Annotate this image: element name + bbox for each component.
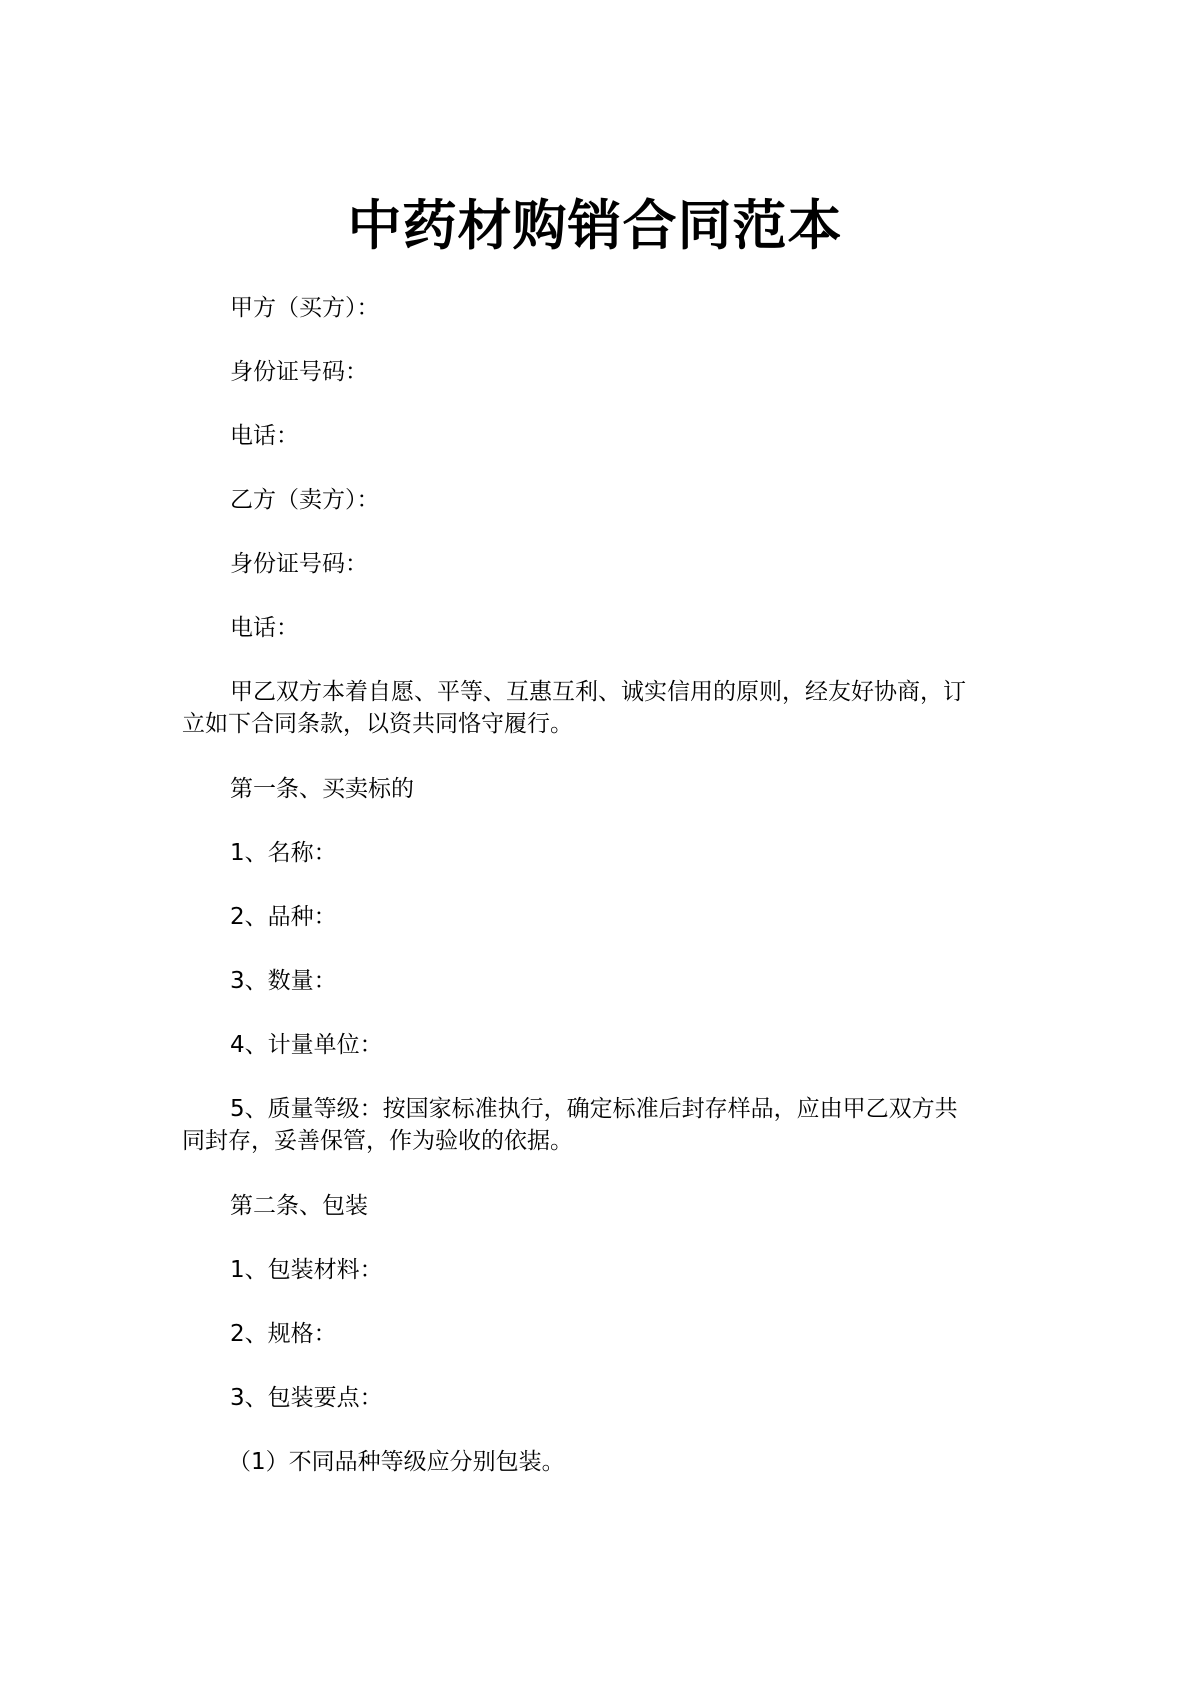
- article-1-item-quality: [182, 1093, 1022, 1157]
- article-1-item-unit: 4、计量单位：: [230, 1032, 383, 1058]
- article-1-heading: 第一条、买卖标的: [230, 776, 414, 802]
- article-1-item-variety: 2、品种：: [230, 904, 337, 930]
- intro-line-2: 立如下合同条款，以资共同恪守履行。: [182, 711, 573, 737]
- quality-line-1: 5、质量等级：按国家标准执行，确定标准后封存样品，应由甲乙双方共: [230, 1096, 958, 1122]
- party-b-phone-label: 电话：: [230, 615, 299, 641]
- article-2-item-spec: 2、规格：: [230, 1321, 337, 1347]
- party-a-phone-label: 电话：: [230, 423, 299, 449]
- intro-line-1: 甲乙双方本着自愿、平等、互惠互利、诚实信用的原则，经友好协商，订: [230, 679, 966, 705]
- intro-paragraph: [182, 676, 1022, 740]
- party-a-label: 甲方（买方）：: [230, 295, 380, 321]
- article-2-item-points: 3、包装要点：: [230, 1385, 383, 1411]
- document-title: 中药材购销合同范本: [347, 194, 843, 257]
- article-1-item-quantity: 3、数量：: [230, 968, 337, 994]
- article-2-heading: 第二条、包装: [230, 1193, 368, 1219]
- article-1-item-name: 1、名称：: [230, 840, 337, 866]
- quality-line-2: 同封存，妥善保管，作为验收的依据。: [182, 1128, 573, 1154]
- article-2-sub-item-1: （1）不同品种等级应分别包装。: [228, 1449, 565, 1475]
- party-b-id-label: 身份证号码：: [230, 551, 368, 577]
- party-b-label: 乙方（卖方）：: [230, 487, 380, 513]
- article-2-item-material: 1、包装材料：: [230, 1257, 383, 1283]
- party-a-id-label: 身份证号码：: [230, 359, 368, 385]
